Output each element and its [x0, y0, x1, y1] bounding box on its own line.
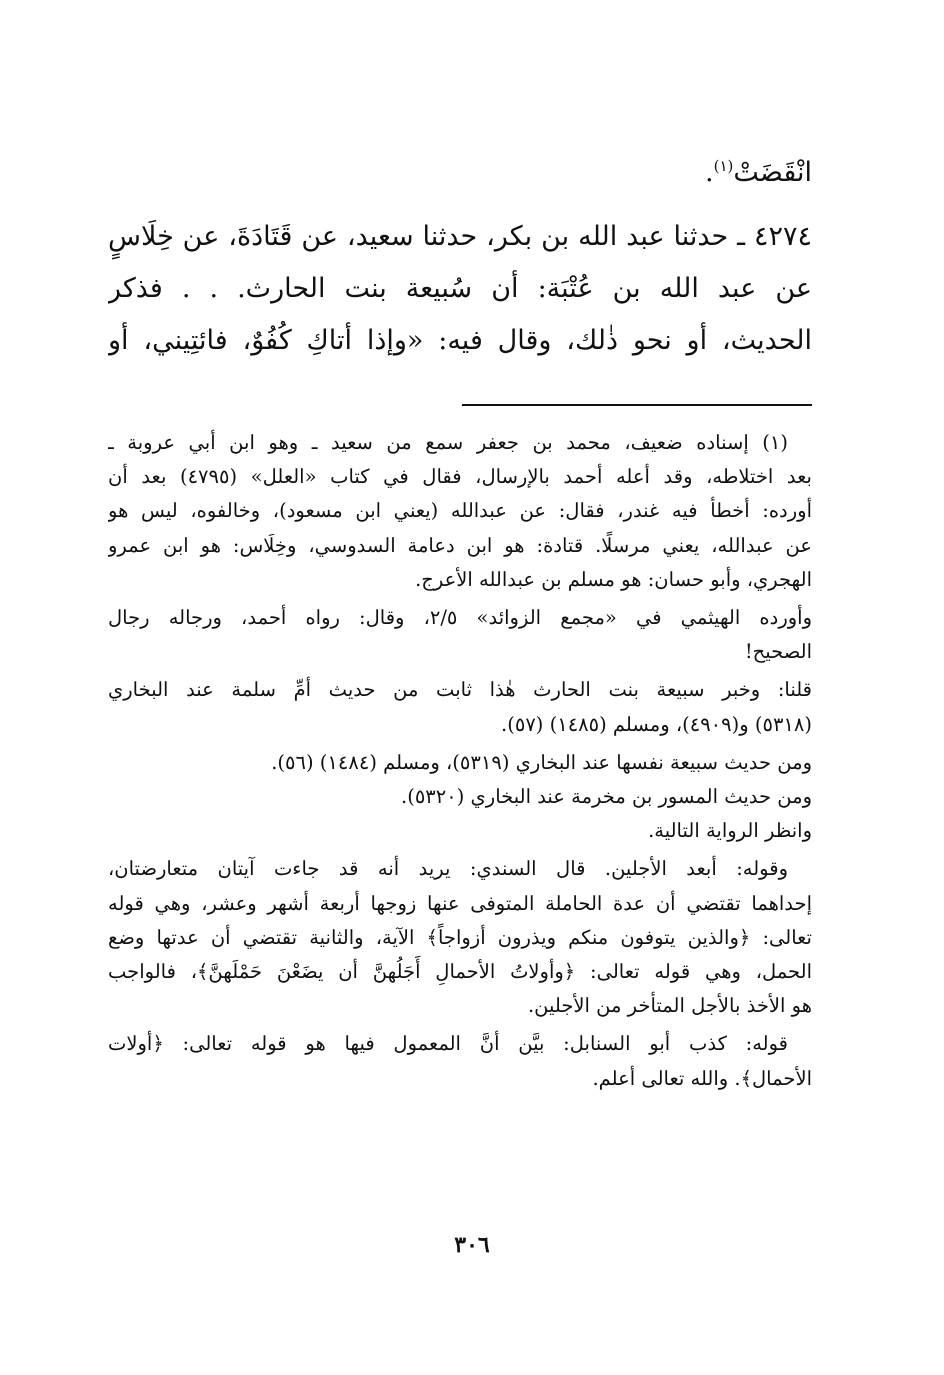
footnote-line: الصحيح!	[744, 640, 812, 664]
footnote-line: وقوله: أبعد الأجلين. قال السندي: يريد أنه قد جاءت آيتان متعارضتان،	[108, 857, 788, 881]
footnote-line: الحمل، وهي قوله تعالى: ﴿وأولاتُ الأحمالِ أَجَلُهنَّ أن يضَعْنَ حَمْلَهنَّ﴾، فالواجب	[108, 960, 812, 984]
hadith-line: عن عبد الله بن عُتْبَة: أن سُبيعة بنت الحارث. . . فذكر	[108, 273, 812, 304]
footnote-line: بعد اختلاطه، وقد أعله أحمد بالإرسال، فقال في كتاب «العلل» (٤٧٩٥) بعد أن	[108, 465, 812, 489]
footnote-line: إحداهما تقتضي أن عدة الحاملة المتوفى عنها زوجها أربعة أشهر وعشر، وهي قوله	[108, 891, 812, 915]
footnote-line: ومن حديث المسور بن مخرمة عند البخاري (٥٣٢٠).	[401, 785, 812, 809]
footnote-paragraph	[108, 780, 812, 814]
footnote-line: الأحمال﴾. والله تعالى أعلم.	[592, 1066, 812, 1090]
footnote-paragraph	[108, 852, 812, 1023]
footnote-line: (٥٣١٨) و(٤٩٠٩)، ومسلم (١٤٨٥) (٥٧).	[501, 712, 812, 736]
hadith-line: الحديث، أو نحو ذٰلك، وقال فيه: «وإذا أتاكِ كُفُوٌ، فائتِيني، أو	[108, 325, 812, 356]
footnote-line: (١) إسناده ضعيف، محمد بن جعفر سمع من سعيد ـ وهو ابن أبي عروبة ـ	[108, 431, 788, 454]
footnote-paragraph	[108, 814, 812, 848]
page-body	[108, 140, 812, 367]
footnote-paragraph	[108, 426, 812, 597]
footnote-line: أورده: أخطأ فيه غندر، فقال: عن عبدالله (يعني ابن مسعود)، وخالفوه، ليس هو	[108, 499, 812, 523]
hadith-text	[108, 211, 812, 367]
footnote-line: قلنا: وخبر سبيعة بنت الحارث هٰذا ثابت من حديث أمِّ سلمة عند البخاري	[108, 678, 812, 702]
footnote-line: تعالى: ﴿والذين يتوفون منكم ويذرون أزواجاً﴾ الآية، والثانية تقتضي أن عدتها وضع	[108, 925, 812, 949]
footnote-line: عن عبدالله، يعني مرسلًا. قتادة: هو ابن دعامة السدوسي، وخِلَاس: هو ابن عمرو	[108, 533, 812, 557]
footnotes	[108, 426, 812, 1096]
footnote-line: وانظر الرواية التالية.	[648, 819, 812, 843]
footnote-line: هو الأخذ بالأجل المتأخر من الأجلين.	[527, 994, 812, 1018]
opening-line: انْقَضَتْ$^{(١)}$.	[705, 157, 812, 188]
page-number: ٣٠٦	[454, 1232, 490, 1258]
footnote-line: ومن حديث سبيعة نفسها عند البخاري (٥٣١٩)، ومسلم (١٤٨٤) (٥٦).	[271, 750, 812, 774]
footnote-line: وأورده الهيثمي في «مجمع الزوائد» ٢/٥، وقال: رواه أحمد، ورجاله رجال	[108, 606, 812, 630]
footnote-paragraph	[108, 601, 812, 669]
footnote-divider	[462, 404, 812, 406]
footnote-paragraph	[108, 1027, 812, 1095]
footnote-paragraph	[108, 673, 812, 741]
hadith-line: ٤٢٧٤ ـ حدثنا عبد الله بن بكر، حدثنا سعيد، عن قَتَادَةَ، عن خِلَاسٍ	[108, 221, 812, 252]
footnote-ref: (١)	[713, 157, 734, 175]
footnote-line: الهجري، وأبو حسان: هو مسلم بن عبدالله الأعرج.	[415, 567, 812, 591]
footnote-line: قوله: كذب أبو السنابل: بيَّن أنَّ المعمول فيها هو قوله تعالى: ﴿أولات	[108, 1032, 788, 1056]
footnote-paragraph	[108, 746, 812, 780]
opening-text: انْقَضَتْ	[733, 157, 812, 188]
